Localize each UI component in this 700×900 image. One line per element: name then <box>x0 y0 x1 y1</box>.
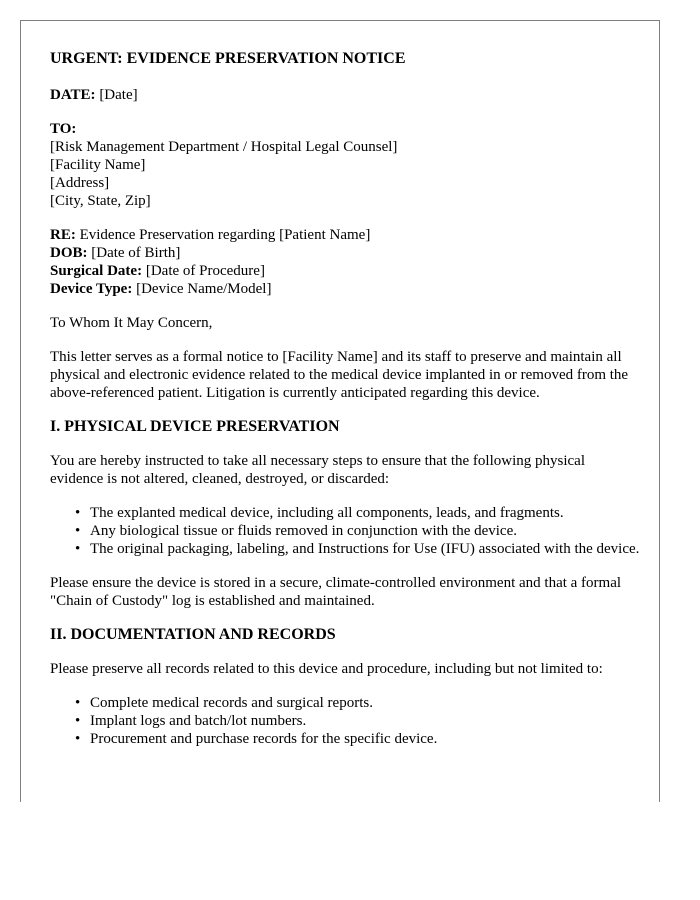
section-1-heading: I. PHYSICAL DEVICE PRESERVATION <box>50 418 340 435</box>
dob-value: [Date of Birth] <box>91 245 181 261</box>
letter-page <box>20 20 660 802</box>
to-label: TO: <box>50 121 77 137</box>
document-title: URGENT: EVIDENCE PRESERVATION NOTICE <box>50 50 406 67</box>
bullet-icon: • <box>75 523 81 539</box>
section-1-closing: Please ensure the device is stored in a secure, climate-controlled environment and that a formal "Chain of Custody" log is established and maintained. <box>50 575 622 609</box>
date-line <box>50 86 640 104</box>
list-item-text: The original packaging, labeling, and Instructions for Use (IFU) associated with the device. <box>90 541 640 557</box>
list-item <box>75 540 640 558</box>
list-item-text: Any biological tissue or fluids removed in conjunction with the device. <box>90 523 517 539</box>
list-item <box>75 522 640 540</box>
surgical-date-value: [Date of Procedure] <box>145 263 265 279</box>
date-value: [Date] <box>99 87 138 103</box>
surgical-date-line <box>50 262 640 280</box>
bullet-icon: • <box>75 731 81 747</box>
list-item-text: Procurement and purchase records for the specific device. <box>90 731 438 747</box>
list-item-text: Implant logs and batch/lot numbers. <box>90 713 307 729</box>
list-item-text: Complete medical records and surgical reports. <box>90 695 373 711</box>
re-value: Evidence Preservation regarding [Patient Name] <box>79 227 371 243</box>
recipient-line: [Address] <box>50 175 110 191</box>
section-2-intro: Please preserve all records related to this device and procedure, including but not limited to: <box>50 661 603 677</box>
dob-label: DOB: <box>50 245 88 261</box>
bullet-icon: • <box>75 713 81 729</box>
section-2-list <box>50 694 640 748</box>
device-type-line <box>50 280 640 298</box>
list-item <box>75 694 640 712</box>
intro-paragraph: This letter serves as a formal notice to [Facility Name] and its staff to preserve and maintain all physical and electronic evidence related to the medical device implanted in or removed from the above-referenced patient. Litigation is currently anticipated regarding this device. <box>50 349 629 401</box>
recipient-block <box>50 120 640 210</box>
bullet-icon: • <box>75 695 81 711</box>
section-2-heading: II. DOCUMENTATION AND RECORDS <box>50 626 336 643</box>
surgical-date-label: Surgical Date: <box>50 263 143 279</box>
recipient-line: [City, State, Zip] <box>50 193 151 209</box>
bullet-icon: • <box>75 505 81 521</box>
device-type-label: Device Type: <box>50 281 133 297</box>
list-item-text: The explanted medical device, including all components, leads, and fragments. <box>90 505 564 521</box>
list-item <box>75 712 640 730</box>
re-label: RE: <box>50 227 76 243</box>
recipient-line: [Risk Management Department / Hospital Legal Counsel] <box>50 139 398 155</box>
list-item <box>75 504 640 522</box>
section-1-intro: You are hereby instructed to take all necessary steps to ensure that the following physical evidence is not altered, cleaned, destroyed, or discarded: <box>50 453 585 487</box>
recipient-line: [Facility Name] <box>50 157 146 173</box>
list-item <box>75 730 640 748</box>
device-type-value: [Device Name/Model] <box>136 281 272 297</box>
bullet-icon: • <box>75 541 81 557</box>
section-1-list <box>50 504 640 558</box>
re-line <box>50 226 640 244</box>
reference-block <box>50 226 640 298</box>
dob-line <box>50 244 640 262</box>
date-label: DATE: <box>50 87 96 103</box>
salutation: To Whom It May Concern, <box>50 315 213 331</box>
letter-content <box>50 50 640 748</box>
